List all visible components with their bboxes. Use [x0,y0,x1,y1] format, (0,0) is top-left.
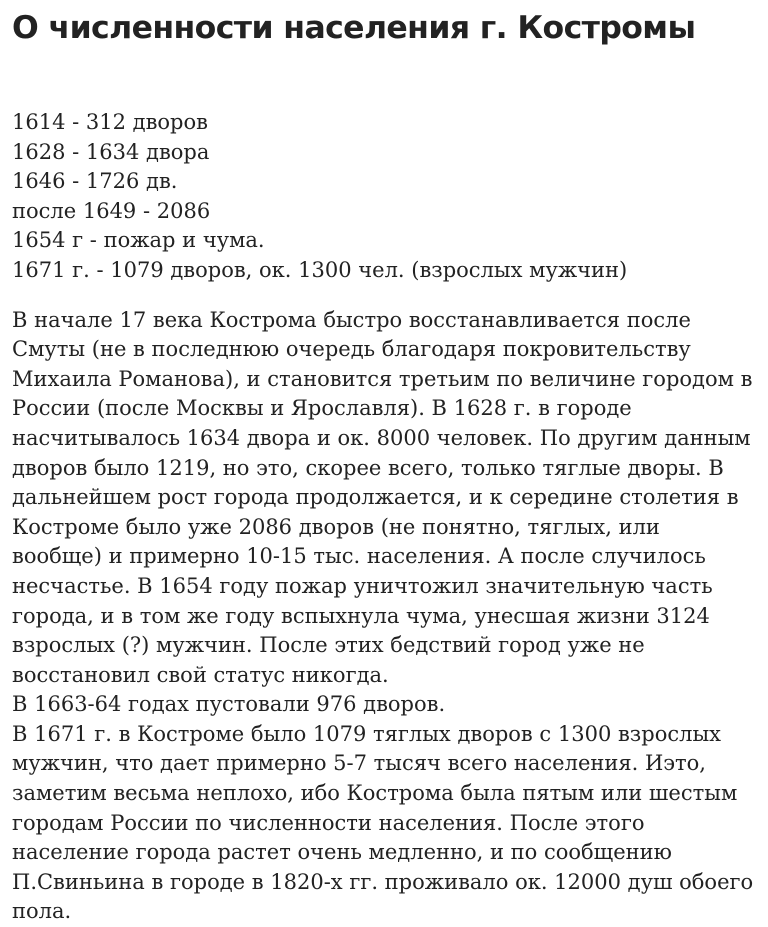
stat-line: 1671 г. - 1079 дворов, ок. 1300 чел. (взрослых мужчин) [12,257,628,282]
paragraph: В начале 17 века Кострома быстро восстанавливается после Смуты (не в последнюю очередь благодаря покровительству Михаила Романова), и становится третьим по величине городом в России (после Москвы и Ярославля). В 1628 г. в городе насчитывалось 1634 двора и ок. 8000 человек. По другим данным дворов было 1219, но это, скорее всего, только тяглые дворы. В дальнейшем рост города продолжается, и к середине столетия в Костроме было уже 2086 дворов (не понятно, тяглых, или вообще) и примерно 10-15 тыс. населения. А после случилось несчастье. В 1654 году пожар уничтожил значительную часть города, и в том же году вспыхнула чума, унесшая жизни 3124 взрослых (?) мужчин. После этих бедствий город уже не восстановил свой статус никогда. [12,307,753,687]
stat-line: после 1649 - 2086 [12,198,211,223]
paragraph: В 1663-64 годах пустовали 976 дворов. [12,692,446,717]
population-stats-list [12,108,756,286]
stat-line: 1646 - 1726 дв. [12,169,178,194]
stat-line: 1614 - 312 дворов [12,110,208,134]
article-body [12,306,756,927]
stat-line: 1654 г - пожар и чума. [12,228,265,253]
stat-line: 1628 - 1634 двора [12,139,210,164]
article-title: О численности населения г. Костромы [12,10,696,46]
paragraph: В 1671 г. в Костроме было 1079 тяглых дворов с 1300 взрослых мужчин, что дает примерно 5-7 тысяч всего населения. Иэто, заметим весьма неплохо, ибо Кострома была пятым или шестым городам России по численности населения. После этого население города растет очень медленно, и по сообщению П.Свиньина в городе в 1820-х гг. проживало ок. 12000 душ обоего пола. [12,721,754,924]
